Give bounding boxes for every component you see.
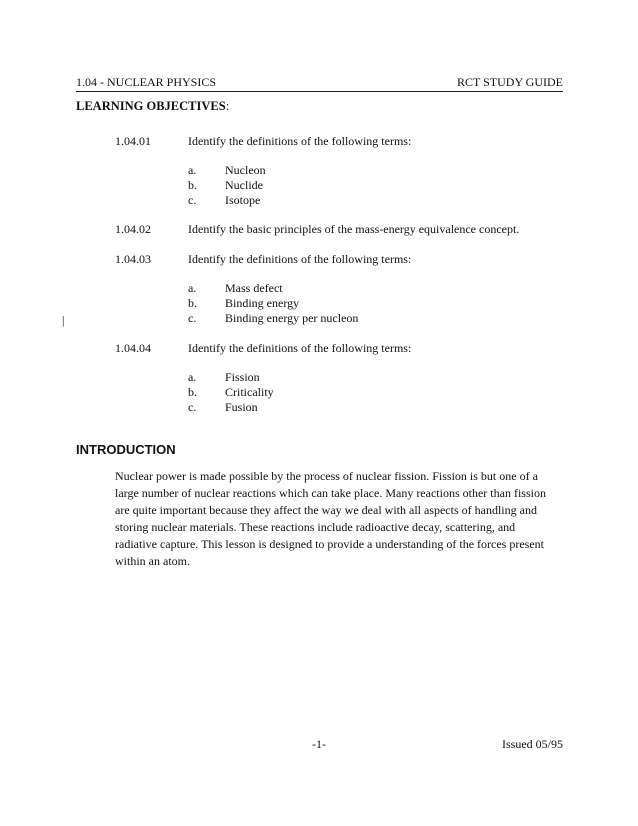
revision-change-bar: | bbox=[62, 313, 65, 327]
objective-code: 1.04.03 bbox=[115, 252, 151, 266]
term-letter: b. bbox=[188, 385, 197, 399]
objective-text: Identify the basic principles of the mass-energy equivalence concept. bbox=[188, 222, 520, 236]
objective-text: Identify the definitions of the following terms: bbox=[188, 252, 412, 266]
term-letter: a. bbox=[188, 370, 197, 384]
term-text: Nucleon bbox=[225, 163, 266, 177]
term-text: Fusion bbox=[225, 400, 258, 414]
introduction-heading: INTRODUCTION bbox=[76, 442, 176, 457]
term-text: Isotope bbox=[225, 193, 261, 207]
page-number: -1- bbox=[312, 737, 326, 751]
issue-date: Issued 05/95 bbox=[502, 737, 563, 751]
term-letter: a. bbox=[188, 163, 197, 177]
term-text: Fission bbox=[225, 370, 260, 384]
paragraph-line: large number of nuclear reactions which can take place. Many reactions other than fission bbox=[115, 486, 546, 500]
term-letter: c. bbox=[188, 193, 197, 207]
objective-text: Identify the definitions of the following terms: bbox=[188, 341, 412, 355]
term-letter: b. bbox=[188, 178, 197, 192]
term-letter: c. bbox=[188, 311, 197, 325]
term-text: Binding energy bbox=[225, 296, 300, 310]
objective-code: 1.04.04 bbox=[115, 341, 151, 355]
paragraph-line: radiative capture. This lesson is designed to provide a understanding of the forces present bbox=[115, 537, 544, 551]
term-letter: b. bbox=[188, 296, 197, 310]
paragraph-line: within an atom. bbox=[115, 554, 190, 568]
paragraph-line: Nuclear power is made possible by the process of nuclear fission. Fission is but one of a bbox=[115, 469, 538, 483]
learning-objectives-title: LEARNING OBJECTIVES bbox=[76, 99, 226, 113]
paragraph-line: storing nuclear materials. These reactions include radioactive decay, scattering, and bbox=[115, 520, 516, 534]
term-text: Binding energy per nucleon bbox=[225, 311, 359, 325]
objective-code: 1.04.02 bbox=[115, 222, 151, 236]
introduction-paragraph bbox=[115, 468, 570, 570]
term-text: Mass defect bbox=[225, 281, 283, 295]
paragraph-line: are quite important because they affect the way we deal with all aspects of handling and bbox=[115, 503, 537, 517]
page-header bbox=[76, 75, 563, 92]
term-letter: c. bbox=[188, 400, 197, 414]
objective-text: Identify the definitions of the following terms: bbox=[188, 134, 412, 148]
term-letter: a. bbox=[188, 281, 197, 295]
objective-code: 1.04.01 bbox=[115, 134, 151, 148]
term-text: Nuclide bbox=[225, 178, 263, 192]
header-course-title: 1.04 - NUCLEAR PHYSICS bbox=[76, 75, 217, 89]
learning-objectives-colon: : bbox=[225, 99, 230, 113]
term-text: Criticality bbox=[225, 385, 274, 399]
header-guide-title: RCT STUDY GUIDE bbox=[456, 75, 563, 89]
learning-objectives-heading bbox=[76, 99, 229, 114]
